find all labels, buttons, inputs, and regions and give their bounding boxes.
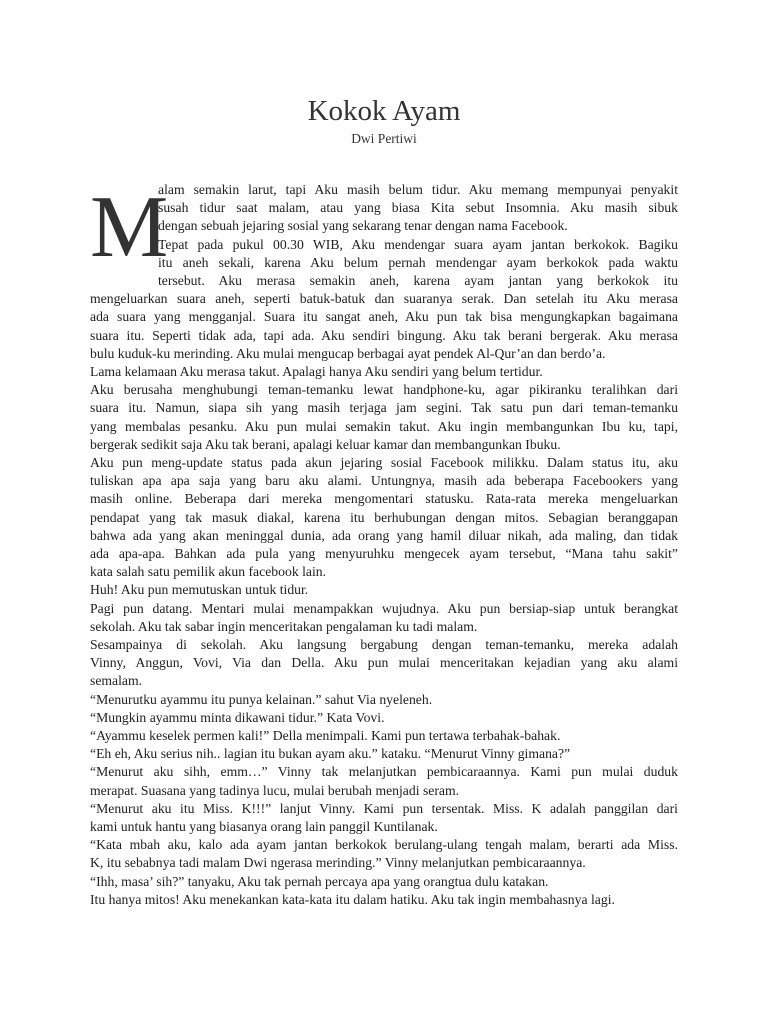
- text-line: Tepat pada pukul 00.30 WIB, Aku mendengar suara ayam jantan berkokok. Bagiku: [158, 236, 678, 252]
- story-author: Dwi Pertiwi: [351, 131, 417, 146]
- text-line: susah tidur saat malam, atau yang biasa Kita sebut Insomnia. Aku masih sibuk: [158, 200, 678, 216]
- text-line: K, itu sebabnya tadi malam Dwi ngerasa merinding.” Vinny melanjutkan pembicaraannya.: [90, 855, 586, 871]
- text-line: yang membalas pesanku. Aku pun mulai semakin takut. Aku ingin membangunkan Ibu ku, tapi,: [90, 418, 678, 434]
- text-line: Itu hanya mitos! Aku menekankan kata-kata itu dalam hatiku. Aku tak ingin membahasnya lagi.: [90, 891, 615, 907]
- text-line: “Mungkin ayammu minta dikawani tidur.” Kata Vovi.: [90, 709, 385, 725]
- text-line: bergerak sedikit saja Aku tak berani, apalagi keluar kamar dan membangunkan Ibuku.: [90, 436, 561, 452]
- text-line: mengeluarkan suara aneh, seperti batuk-batuk dan suaranya serak. Dan setelah itu Aku merasa: [90, 291, 678, 307]
- text-line: “Eh eh, Aku serius nih.. lagian itu bukan ayam aku.” kataku. “Menurut Vinny gimana?”: [90, 746, 571, 762]
- text-line: masih online. Beberapa dari mereka mengomentari statusku. Rata-rata mereka mengeluarkan: [90, 491, 678, 507]
- text-line: “Menurutku ayammu itu punya kelainan.” sahut Via nyeleneh.: [90, 691, 433, 707]
- text-line: suara itu. Namun, siapa sih yang masih terjaga jam segini. Tak satu pun dari teman-temanku: [90, 400, 678, 416]
- text-line: semalam.: [90, 673, 143, 689]
- text-line: tuliskan apa apa saja yang baru aku alami. Untungnya, masih ada beberapa Facebookers yang: [90, 473, 678, 489]
- text-line: Huh! Aku pun memutuskan untuk tidur.: [90, 582, 309, 598]
- text-line: itu aneh sekali, karena Aku belum pernah mendengar ayam berkokok pada waktu: [158, 254, 678, 270]
- text-line: “Ihh, masa’ sih?” tanyaku, Aku tak pernah percaya apa yang orangtua dulu katakan.: [90, 873, 549, 889]
- text-line: Pagi pun datang. Mentari mulai menampakkan wujudnya. Aku pun bersiap-siap untuk berangkat: [90, 600, 678, 616]
- text-line: Vinny, Anggun, Vovi, Via dan Della. Aku pun mulai menceritakan kejadian yang aku alami: [90, 655, 678, 671]
- text-line: dengan sebuah jejaring sosial yang sekarang tenar dengan nama Facebook.: [158, 218, 568, 234]
- drop-cap: M: [90, 179, 169, 276]
- text-line: “Kata mbah aku, kalo ada ayam jantan berkokok berulang-ulang tengah malam, berarti ada Miss.: [90, 837, 678, 853]
- text-line: sekolah. Aku tak sabar ingin menceritakan pengalaman ku tadi malam.: [90, 618, 478, 634]
- text-line: “Ayammu keselek permen kali!” Della menimpali. Kami pun tertawa terbahak-bahak.: [90, 728, 561, 743]
- text-line: kami untuk hantu yang biasanya orang lain panggil Kuntilanak.: [90, 819, 438, 834]
- text-line: “Menurut aku sihh, emm…” Vinny tak melanjutkan pembicaraannya. Kami pun mulai duduk: [90, 764, 678, 780]
- text-line: Aku berusaha menghubungi teman-temanku lewat handphone-ku, agar pikiranku teralihkan dari: [90, 382, 678, 398]
- text-line: ada apa-apa. Bahkan ada pula yang menyuruhku mengecek ayam tersebut, “Mana tahu sakit”: [90, 546, 678, 561]
- text-line: alam semakin larut, tapi Aku masih belum tidur. Aku memang mempunyai penyakit: [158, 182, 678, 197]
- text-line: merapat. Suasana yang tadinya lucu, mulai berubah menjadi seram.: [90, 782, 460, 798]
- text-line: bulu kuduk-ku merinding. Aku mulai mengucap berbagai ayat pendek Al-Qur’an dan berdo’a.: [90, 345, 606, 361]
- text-line: ada suara yang mengganjal. Suara itu sangat aneh, Aku pun tak bisa mengungkapkan bagaimana: [90, 309, 678, 325]
- text-line: Aku pun meng-update status pada akun jejaring sosial Facebook milikku. Dalam status itu, aku: [90, 455, 678, 470]
- text-line: kata salah satu pemilik akun facebook lain.: [90, 564, 327, 580]
- text-line: “Menurut aku itu Miss. K!!!” lanjut Vinny. Kami pun tersentak. Miss. K adalah panggilan dari: [90, 800, 678, 816]
- text-line: Sesampainya di sekolah. Aku langsung bergabung dengan teman-temanku, mereka adalah: [90, 637, 678, 652]
- text-line: pendapat yang tak masuk diakal, karena itu berhubungan dengan mitos. Sebagian beranggapan: [90, 509, 678, 525]
- text-line: bahwa ada yang akan meninggal dunia, ada orang yang hamil diluar nikah, ada maling, dan tidak: [90, 527, 678, 543]
- story-title: Kokok Ayam: [307, 95, 461, 127]
- text-line: Lama kelamaan Aku merasa takut. Apalagi hanya Aku sendiri yang belum tertidur.: [90, 364, 543, 379]
- text-line: tersebut. Aku merasa semakin aneh, karena ayam jantan yang berkokok itu: [158, 273, 678, 288]
- text-line: suara itu. Seperti tidak ada, tapi ada. Aku sendiri bingung. Aku tak berani bergerak. Aku merasa: [90, 327, 678, 343]
